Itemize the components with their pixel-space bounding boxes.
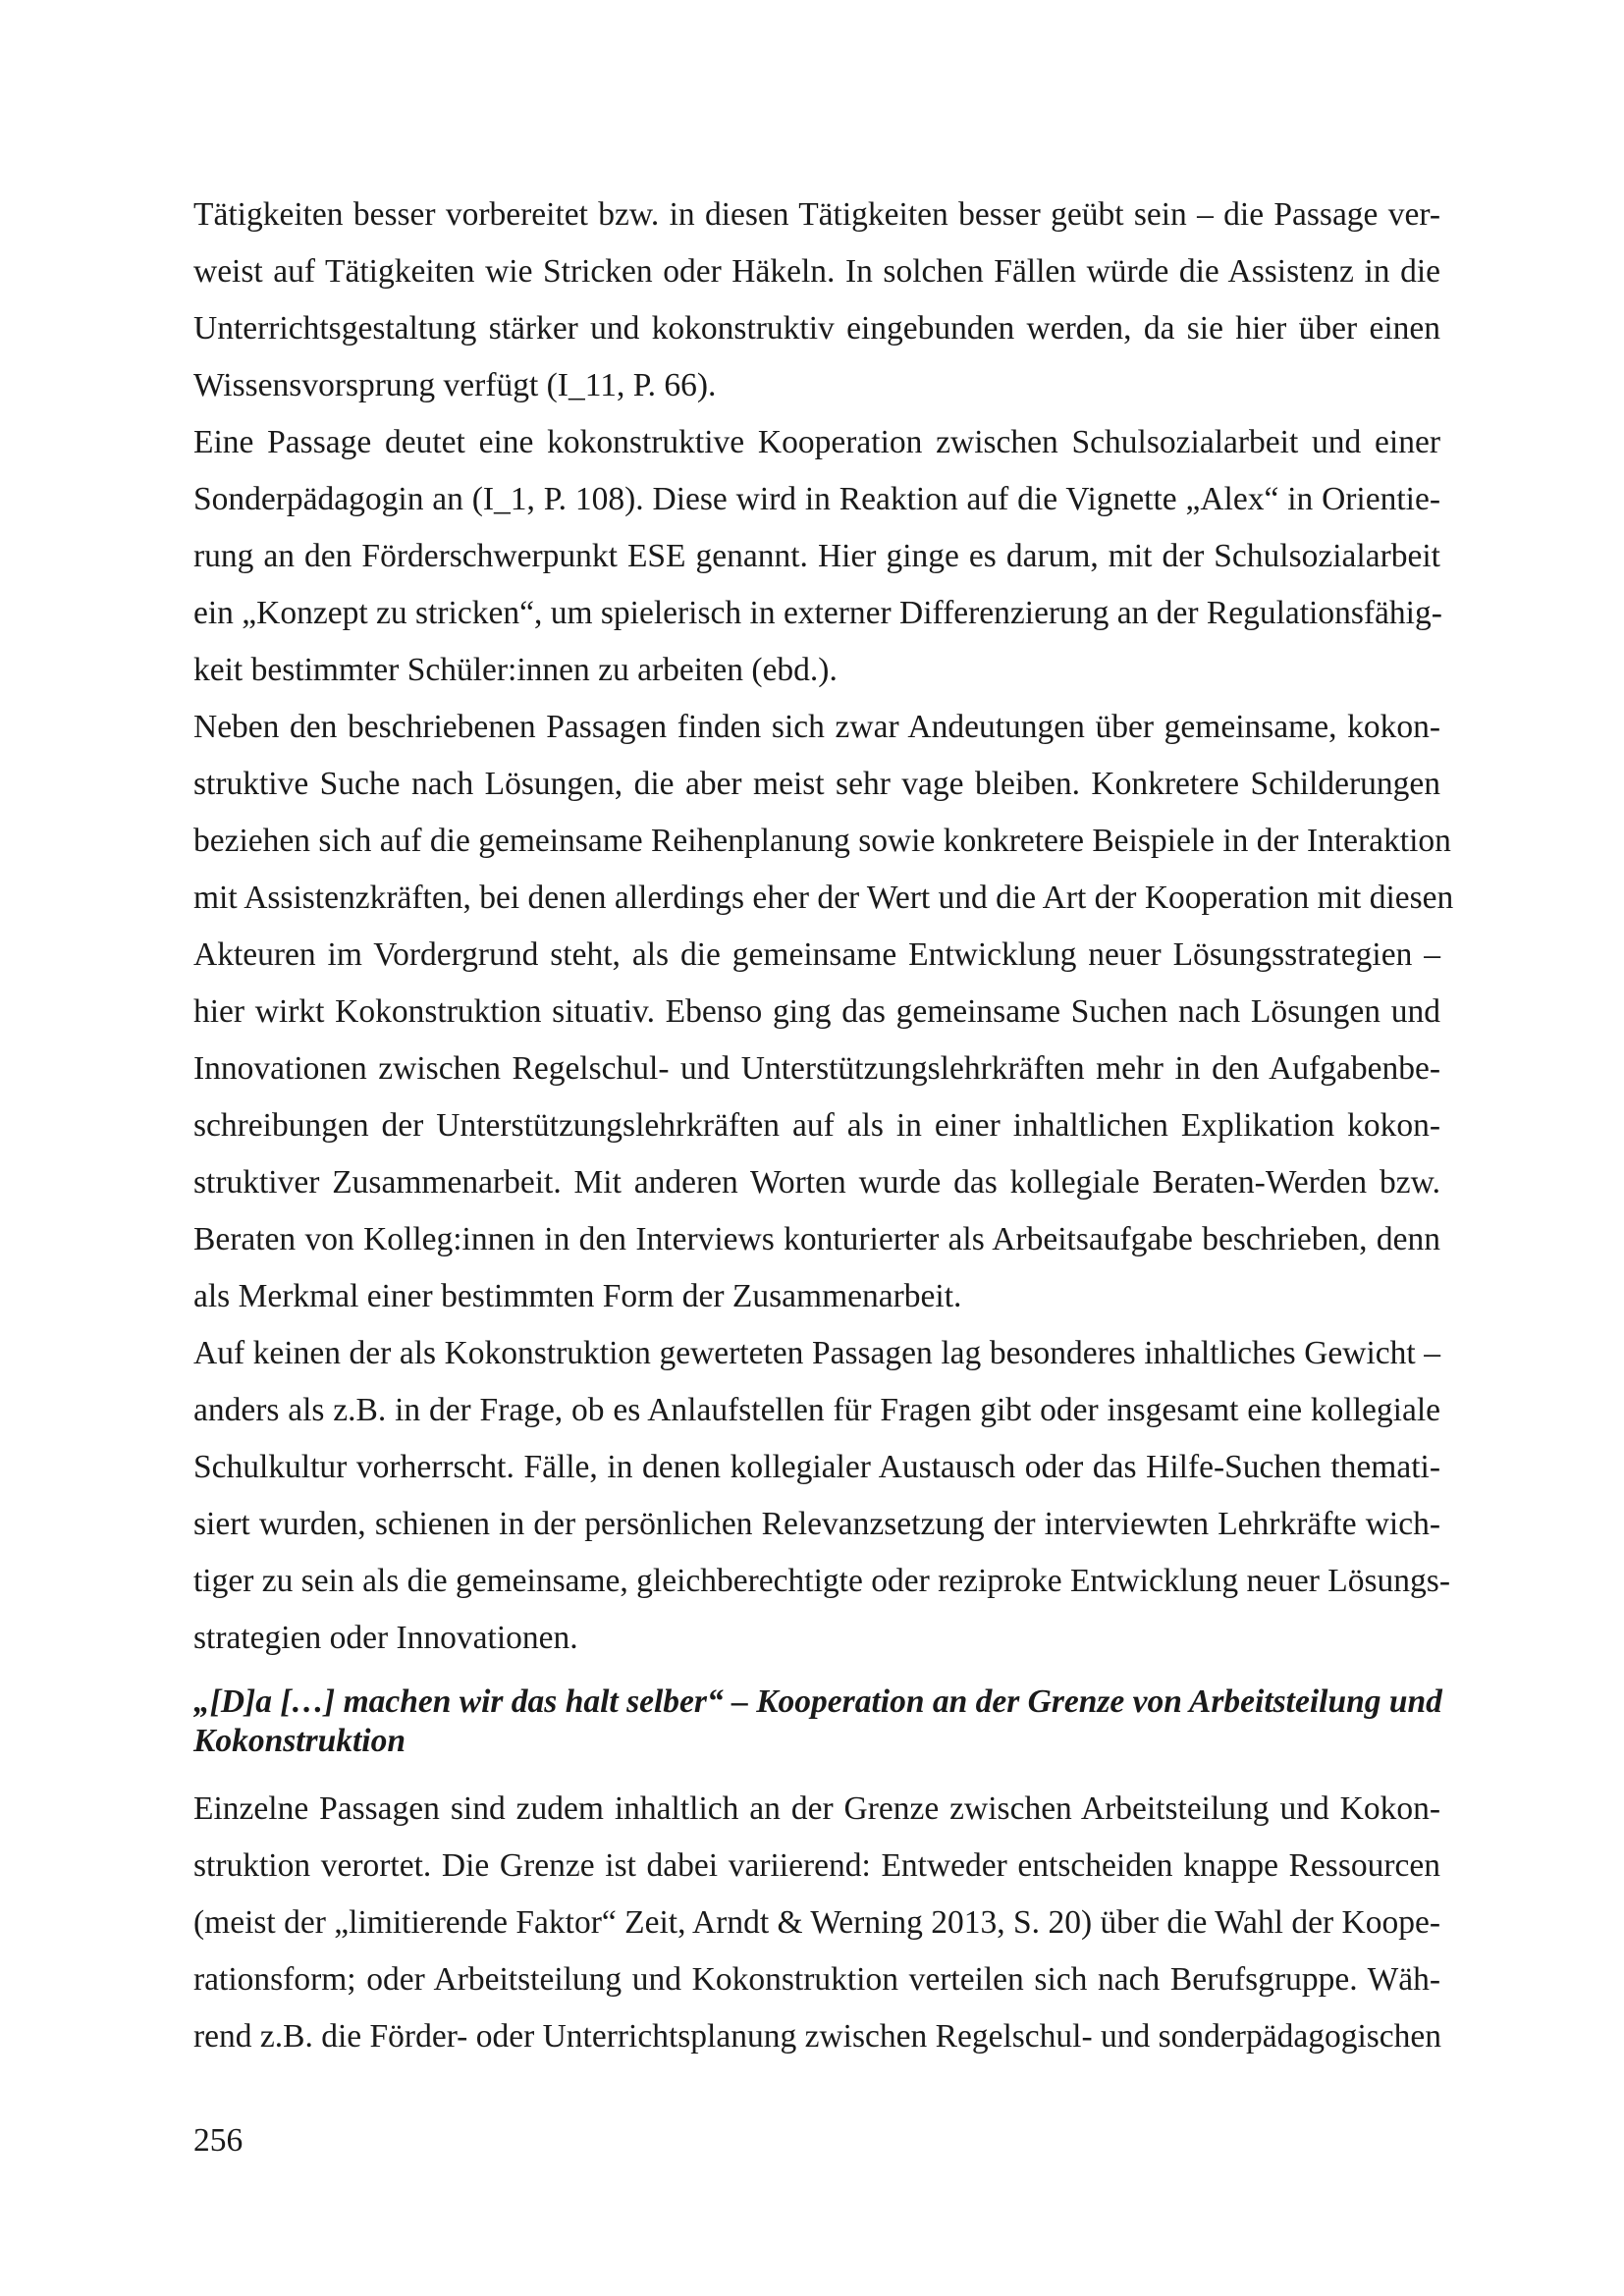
text-line: Wissensvorsprung verfügt (I_11, P. 66). [193, 367, 717, 403]
text-line: weist auf Tätigkeiten wie Stricken oder Häkeln. In solchen Fällen würde die Assistenz in die [193, 253, 1440, 290]
section-heading [193, 1682, 1440, 1761]
text-line: ein „Konzept zu stricken“, um spielerisch in externer Differenzierung an der Regulationsfähig- [193, 595, 1442, 631]
text-line: tiger zu sein als die gemeinsame, gleichberechtigte oder reziproke Entwicklung neuer Lösungs- [193, 1563, 1450, 1599]
paragraph-5 [193, 1781, 1440, 2065]
text-line: schreibungen der Unterstützungslehrkräften auf als in einer inhaltlichen Explikation kokon- [193, 1107, 1440, 1144]
text-line: rend z.B. die Förder- oder Unterrichtsplanung zwischen Regelschul- und sonderpädagogischen [193, 2018, 1442, 2055]
text-line: Auf keinen der als Kokonstruktion gewerteten Passagen lag besonderes inhaltliches Gewicht – [193, 1335, 1440, 1371]
text-line: keit bestimmter Schüler:innen zu arbeiten (ebd.). [193, 652, 838, 688]
text-line: Akteuren im Vordergrund steht, als die gemeinsame Entwicklung neuer Lösungsstrategien – [193, 936, 1440, 973]
text-line: siert wurden, schienen in der persönlichen Relevanzsetzung der interviewten Lehrkräfte wich- [193, 1506, 1440, 1542]
paragraph-1 [193, 187, 1440, 414]
text-line: hier wirkt Kokonstruktion situativ. Ebenso ging das gemeinsame Suchen nach Lösungen und [193, 993, 1440, 1030]
text-line: Innovationen zwischen Regelschul- und Unterstützungslehrkräften mehr in den Aufgabenbe- [193, 1050, 1440, 1087]
text-line: struktive Suche nach Lösungen, die aber meist sehr vage bleiben. Konkretere Schilderungen [193, 766, 1440, 802]
text-line: (meist der „limitierende Faktor“ Zeit, Arndt & Werning 2013, S. 20) über die Wahl der Koope- [193, 1904, 1440, 1941]
text-line: mit Assistenzkräften, bei denen allerdings eher der Wert und die Art der Kooperation mit diesen [193, 880, 1454, 916]
paragraph-4 [193, 1325, 1450, 1667]
heading-line: Kokonstruktion [193, 1723, 406, 1759]
text-line: Sonderpädagogin an (I_1, P. 108). Diese wird in Reaktion auf die Vignette „Alex“ in Orientie- [193, 481, 1440, 517]
text-line: struktion verortet. Die Grenze ist dabei variierend: Entweder entscheiden knappe Ressourcen [193, 1847, 1440, 1884]
text-line: Unterrichtsgestaltung stärker und kokonstruktiv eingebunden werden, da sie hier über einen [193, 310, 1440, 347]
paragraph-2 [193, 414, 1440, 699]
text-line: beziehen sich auf die gemeinsame Reihenplanung sowie konkretere Beispiele in der Interaktion [193, 823, 1451, 859]
text-line: Beraten von Kolleg:innen in den Interviews konturierter als Arbeitsaufgabe beschrieben, denn [193, 1221, 1440, 1257]
heading-line: „[D]a […] machen wir das halt selber“ – Kooperation an der Grenze von Arbeitsteilung und [193, 1683, 1442, 1720]
page-body [193, 187, 1454, 2065]
text-line: rung an den Förderschwerpunkt ESE genannt. Hier ginge es darum, mit der Schulsozialarbeit [193, 538, 1440, 574]
text-line: Neben den beschriebenen Passagen finden sich zwar Andeutungen über gemeinsame, kokon- [193, 709, 1440, 745]
text-line: Einzelne Passagen sind zudem inhaltlich an der Grenze zwischen Arbeitsteilung und Kokon- [193, 1790, 1440, 1827]
text-line: Tätigkeiten besser vorbereitet bzw. in diesen Tätigkeiten besser geübt sein – die Passage ver- [193, 196, 1440, 233]
paragraph-3 [193, 699, 1454, 1325]
text-line: Schulkultur vorherrscht. Fälle, in denen kollegialer Austausch oder das Hilfe-Suchen themati- [193, 1449, 1440, 1485]
page-number: 256 [193, 2122, 244, 2159]
text-line: anders als z.B. in der Frage, ob es Anlaufstellen für Fragen gibt oder insgesamt eine kollegiale [193, 1392, 1440, 1428]
text-line: struktiver Zusammenarbeit. Mit anderen Worten wurde das kollegiale Beraten-Werden bzw. [193, 1164, 1440, 1201]
text-line: als Merkmal einer bestimmten Form der Zusammenarbeit. [193, 1278, 962, 1314]
text-line: strategien oder Innovationen. [193, 1620, 578, 1656]
text-line: rationsform; oder Arbeitsteilung und Kokonstruktion verteilen sich nach Berufsgruppe. Wäh- [193, 1961, 1440, 1998]
text-line: Eine Passage deutet eine kokonstruktive Kooperation zwischen Schulsozialarbeit und einer [193, 424, 1440, 460]
